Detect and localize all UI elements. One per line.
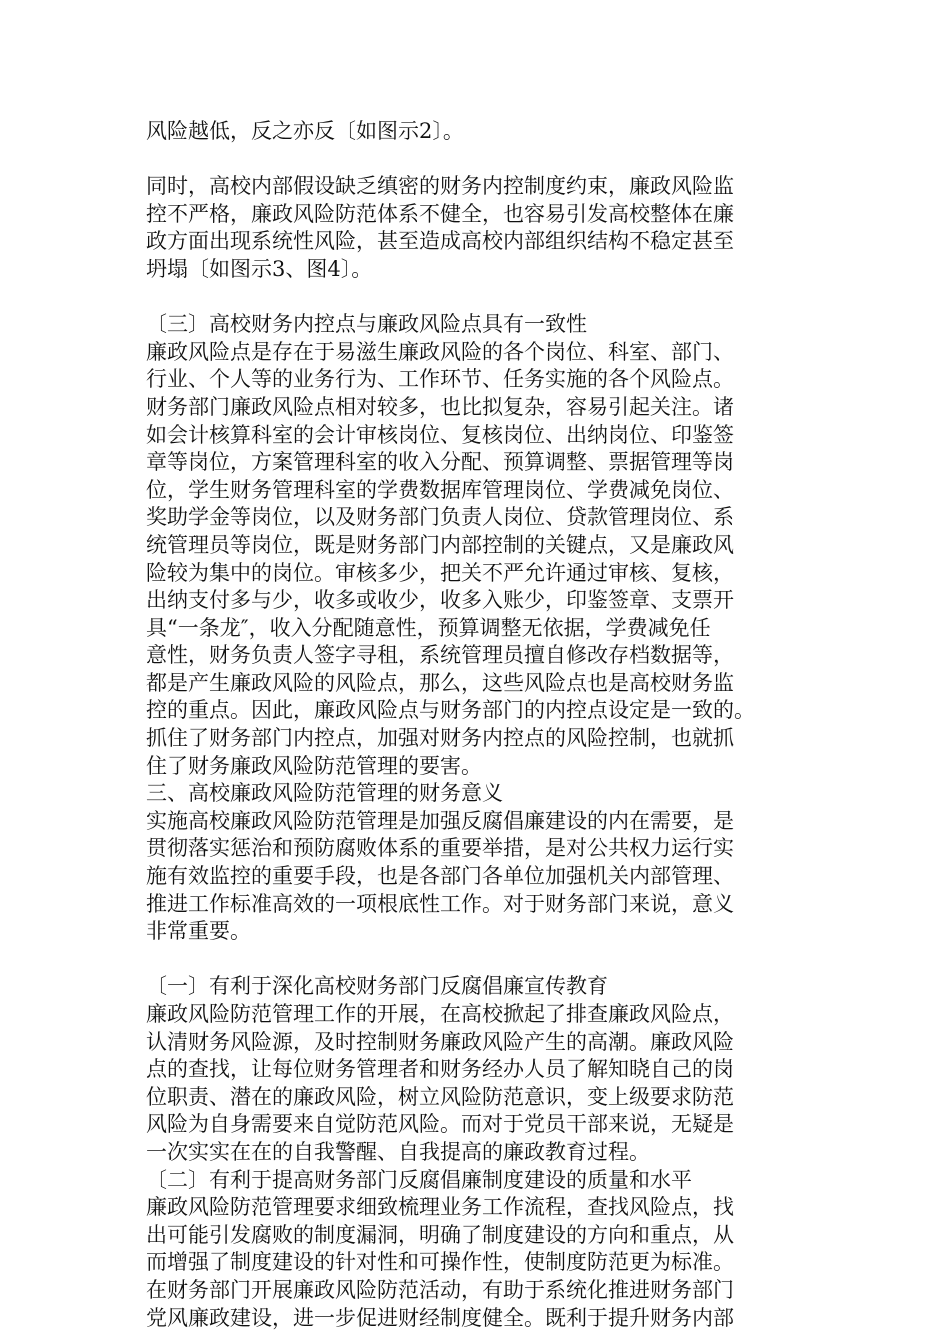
text-line: 在财务部门开展廉政风险防范活动，有助于系统化推进财务部门 xyxy=(146,1277,734,1302)
text-line: 施有效监控的重要手段，也是各部门各单位加强机关内部管理、 xyxy=(146,864,734,889)
text-line: 具“一条龙″，收入分配随意性，预算调整无依据，学费减免任 xyxy=(146,615,711,640)
text-line: 险较为集中的岗位。审核多少，把关不严允许通过审核、复核， xyxy=(146,560,734,585)
text-line: 位，学生财务管理科室的学费数据库管理岗位、学费减免岗位、 xyxy=(146,477,734,502)
text-line: 章等岗位，方案管理科室的收入分配、预算调整、票据管理等岗 xyxy=(146,450,734,475)
text-line: 贯彻落实惩治和预防腐败体系的重要举措，是对公共权力运行实 xyxy=(146,836,734,861)
text-line: 廉政风险点是存在于易滋生廉政风险的各个岗位、科室、部门、 xyxy=(146,339,734,364)
text-line: 风险为自身需要来自觉防范风险。而对于党员干部来说，无疑是 xyxy=(146,1112,734,1137)
blank-line xyxy=(146,146,826,174)
text-line: 住了财务廉政风险防范管理的要害。 xyxy=(146,753,482,778)
document-body xyxy=(146,118,826,1332)
text-line: 财务部门廉政风险点相对较多，也比拟复杂，容易引起关注。诸 xyxy=(146,394,734,419)
text-line: 坍塌〔如图示3、图4〕。 xyxy=(146,256,373,281)
text-line: 风险越低，反之亦反〔如图示2〕。 xyxy=(146,119,464,143)
text-line: 控的重点。因此，廉政风险点与财务部门的内控点设定是一致的。 xyxy=(146,698,755,723)
text-line: 同时，高校内部假设缺乏缜密的财务内控制度约束，廉政风险监 xyxy=(146,174,734,199)
text-line: 出纳支付多与少，收多或收少，收多入账少，印鉴签章、支票开 xyxy=(146,588,734,613)
text-line: 位职责、潜在的廉政风险，树立风险防范意识，变上级要求防范 xyxy=(146,1084,734,1109)
text-line: 如会计核算科室的会计审核岗位、复核岗位、出纳岗位、印鉴签 xyxy=(146,422,734,447)
blank-line xyxy=(146,946,826,974)
text-line: 三、高校廉政风险防范管理的财务意义 xyxy=(146,781,503,806)
blank-line xyxy=(146,284,826,312)
text-line: 统管理员等岗位，既是财务部门内部控制的关键点，又是廉政风 xyxy=(146,532,734,557)
text-line: 〔一〕有利于深化高校财务部门反腐倡廉宣传教育 xyxy=(146,974,608,999)
text-line: 廉政风险防范管理要求细致梳理业务工作流程，查找风险点，找 xyxy=(146,1195,734,1220)
text-line: 廉政风险防范管理工作的开展，在高校掀起了排查廉政风险点， xyxy=(146,1002,734,1026)
text-line: 奖助学金等岗位，以及财务部门负责人岗位、贷款管理岗位、系 xyxy=(146,505,734,530)
text-line: 非常重要。 xyxy=(146,919,251,944)
text-line: 点的查找，让每位财务管理者和财务经办人员了解知晓自己的岗 xyxy=(146,1057,734,1082)
text-line: 实施高校廉政风险防范管理是加强反腐倡廉建设的内在需要，是 xyxy=(146,808,734,833)
text-line: 〔二〕有利于提高财务部门反腐倡廉制度建设的质量和水平 xyxy=(146,1167,692,1192)
text-line: 党风廉政建设，进一步促进财经制度健全。既利于提升财务内部 xyxy=(146,1305,734,1330)
text-line: 都是产生廉政风险的风险点，那么，这些风险点也是高校财务监 xyxy=(146,670,734,695)
text-line: 抓住了财务部门内控点，加强对财务内控点的风险控制，也就抓 xyxy=(146,726,734,751)
text-line: 认清财务风险源，及时控制财务廉政风险产生的高潮。廉政风险 xyxy=(146,1029,734,1054)
text-line: 出可能引发腐败的制度漏洞，明确了制度建设的方向和重点，从 xyxy=(146,1222,734,1247)
text-line: 控不严格，廉政风险防范体系不健全，也容易引发高校整体在廉 xyxy=(146,201,734,226)
text-line: 而增强了制度建设的针对性和可操作性，使制度防范更为标准。 xyxy=(146,1250,734,1275)
text-line: 行业、个人等的业务行为、工作环节、任务实施的各个风险点。 xyxy=(146,367,734,392)
text-line: 一次实实在在的自我警醒、自我提高的廉政教育过程。 xyxy=(146,1139,650,1164)
text-line: 政方面出现系统性风险，甚至造成高校内部组织结构不稳定甚至 xyxy=(146,229,734,254)
text-line: 〔三〕高校财务内控点与廉政风险点具有一致性 xyxy=(146,312,587,337)
text-line: 意性，财务负责人签字寻租，系统管理员擅自修改存档数据等， xyxy=(146,643,734,668)
text-line: 推进工作标准高效的一项根底性工作。对于财务部门来说，意义 xyxy=(146,891,734,916)
